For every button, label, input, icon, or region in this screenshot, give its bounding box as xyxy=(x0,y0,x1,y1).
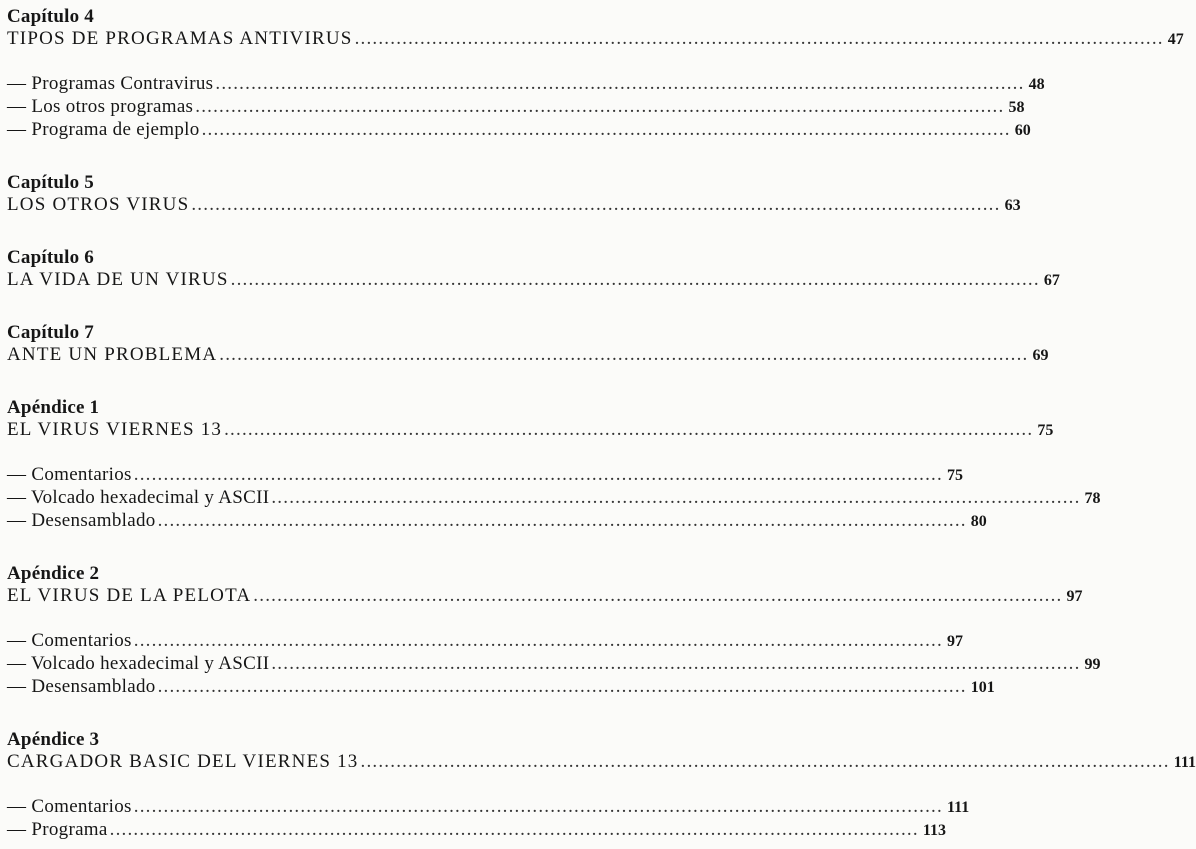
toc-subentry xyxy=(7,630,963,653)
dot-leader: ........................................................................................................................................ xyxy=(201,119,1011,140)
toc-subentry xyxy=(7,464,963,487)
toc-subentry xyxy=(7,96,1025,119)
page-number: 47 xyxy=(1167,31,1184,48)
dot-leader: ........................................................................................................................................ xyxy=(157,676,967,697)
toc-subentry xyxy=(7,487,1101,510)
subentry-title: — Comentarios xyxy=(7,464,132,485)
page-number: 63 xyxy=(1004,197,1021,214)
toc-entry xyxy=(7,585,1083,608)
page-number: 113 xyxy=(922,822,946,839)
subentry-title: — Comentarios xyxy=(7,796,132,817)
toc-section-cap6 xyxy=(7,247,1060,292)
dot-leader: ........................................................................................................................................ xyxy=(133,464,943,485)
toc-entry xyxy=(7,751,1196,774)
toc-entry xyxy=(7,269,1060,292)
toc-section-cap4 xyxy=(7,6,1184,142)
subentry-title: — Programa de ejemplo xyxy=(7,119,200,140)
dot-leader: ........................................................................................................................................ xyxy=(133,630,943,651)
page-number: 101 xyxy=(970,679,995,696)
dot-leader: ........................................................................................................................................ xyxy=(157,510,967,531)
page-number: 111 xyxy=(946,799,970,816)
section-heading: Capítulo 7 xyxy=(7,322,94,343)
section-heading: Apéndice 1 xyxy=(7,397,100,418)
subentry-title: — Desensamblado xyxy=(7,676,156,697)
page-number: 97 xyxy=(946,633,963,650)
toc-subentry xyxy=(7,796,970,819)
section-heading: Apéndice 3 xyxy=(7,729,100,750)
toc-subentry xyxy=(7,676,995,699)
toc-subentry xyxy=(7,653,1101,676)
toc-section-cap7 xyxy=(7,322,1049,367)
toc-entry xyxy=(7,194,1021,217)
page-number: 78 xyxy=(1084,490,1101,507)
page-number: 67 xyxy=(1043,272,1060,289)
page-number: 75 xyxy=(946,467,963,484)
page-number: 69 xyxy=(1032,347,1049,364)
subentry-title: — Programa xyxy=(7,819,108,840)
section-heading: Capítulo 4 xyxy=(7,6,94,27)
page-number: 97 xyxy=(1066,588,1083,605)
subentry-title: — Programas Contravirus xyxy=(7,73,214,94)
toc-subentry xyxy=(7,119,1031,142)
entry-title: LA VIDA DE UN VIRUS xyxy=(7,269,229,290)
dot-leader: ........................................................................................................................................ xyxy=(133,796,943,817)
entry-title: TIPOS DE PROGRAMAS ANTIVIRUS xyxy=(7,28,353,49)
toc-section-apendice3 xyxy=(7,729,1196,842)
page-number: 48 xyxy=(1028,76,1045,93)
subentry-title: — Volcado hexadecimal y ASCII xyxy=(7,487,270,508)
toc-section-cap5 xyxy=(7,172,1021,217)
dot-leader: ........................................................................................................................................ xyxy=(195,96,1005,117)
entry-title: EL VIRUS DE LA PELOTA xyxy=(7,585,252,606)
dot-leader: ........................................................................................................................................ xyxy=(271,653,1081,674)
toc-subentry xyxy=(7,510,987,533)
page-number: 99 xyxy=(1084,656,1101,673)
subentry-title: — Los otros programas xyxy=(7,96,194,117)
page-number: 80 xyxy=(970,513,987,530)
toc-entry xyxy=(7,419,1054,442)
entry-title: ANTE UN PROBLEMA xyxy=(7,344,218,365)
dot-leader: ........................................................................................................................................ xyxy=(224,419,1034,440)
page-number: 75 xyxy=(1037,422,1054,439)
entry-title: CARGADOR BASIC DEL VIERNES 13 xyxy=(7,751,359,772)
toc-subentry xyxy=(7,819,946,842)
dot-leader: ........................................................................................................................................ xyxy=(215,73,1025,94)
entry-title: LOS OTROS VIRUS xyxy=(7,194,190,215)
page-number: 111 xyxy=(1173,754,1196,771)
entry-title: EL VIRUS VIERNES 13 xyxy=(7,419,223,440)
toc-subentry xyxy=(7,73,1045,96)
dot-leader: ........................................................................................................................................ xyxy=(109,819,919,840)
toc-section-apendice2 xyxy=(7,563,1101,699)
toc-section-apendice1 xyxy=(7,397,1101,533)
table-of-contents xyxy=(7,6,1196,842)
dot-leader: ........................................................................................................................................ xyxy=(219,344,1029,365)
dot-leader: ........................................................................................................................................ xyxy=(354,28,1164,49)
section-heading: Capítulo 6 xyxy=(7,247,94,268)
page-number: 58 xyxy=(1008,99,1025,116)
dot-leader: ........................................................................................................................................ xyxy=(191,194,1001,215)
subentry-title: — Comentarios xyxy=(7,630,132,651)
dot-leader: ........................................................................................................................................ xyxy=(253,585,1063,606)
subentry-title: — Desensamblado xyxy=(7,510,156,531)
dot-leader: ........................................................................................................................................ xyxy=(271,487,1081,508)
subentry-title: — Volcado hexadecimal y ASCII xyxy=(7,653,270,674)
section-heading: Capítulo 5 xyxy=(7,172,94,193)
toc-entry xyxy=(7,344,1049,367)
page-number: 60 xyxy=(1014,122,1031,139)
section-heading: Apéndice 2 xyxy=(7,563,100,584)
dot-leader: ........................................................................................................................................ xyxy=(360,751,1170,772)
dot-leader: ........................................................................................................................................ xyxy=(230,269,1040,290)
toc-entry xyxy=(7,28,1184,51)
